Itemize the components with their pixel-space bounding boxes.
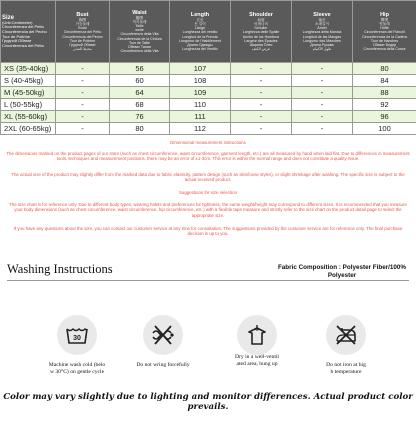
fabric-line-2: Polyester [327,272,357,279]
size-cell: L (50-55kg) [1,99,56,111]
header-length: Length 衣长 옷 길이 Länge Lunghezza del vestito Longitud de la Prenda Longueur de l'Habillement Длина Одежды Lunghezza del Vestito [170,1,231,63]
bust-cell: - [56,87,110,99]
divider [7,280,409,281]
table-row [1,123,416,135]
measurement-paragraph-1: The dimensions marked on the product pages of our store (such as chest circumference, waist circumference, garment length, etc.) are all measured by hand when laid flat. Due to differences in measurement tools, techniques and measurement positions, there may be an error of ±1-3cm. This error is within the normal range and does not constitute a quality issue. [6,151,410,162]
machine-wash-30-icon [57,315,97,355]
sleeve-cell: - [292,123,353,135]
table-row [1,111,416,123]
suggestion-paragraph-2: If you have any questions about the size, you can contact our customer service at any time for consultation. The suggestions provided by the customer service are for reference only. The final purchase decision is up to you. [13,226,403,237]
bust-cell: - [56,111,110,123]
sleeve-cell: - [292,87,353,99]
header-shoulder: Shoulder 肩宽 어깨너비 Schulter Larghezza delle Spalle Ancho de los Hombros Largeur des Epaules Ширина Плеч عرض الكتف [231,1,292,63]
hip-cell: 88 [353,87,416,99]
shoulder-cell: - [231,123,292,135]
length-cell: 109 [170,87,231,99]
size-chart-table [0,0,416,135]
svg-text:30: 30 [73,335,81,342]
size-cell: XL (55-60kg) [1,111,56,123]
header-waist: Waist 腰围 허리둘레 Taille weite Circonferenza della Vita Circunferencia de la Cintura Tour de Taille Обхват Талии Circonferenza della Vita [110,1,170,63]
wring-caption: Do not wring forcefully [136,362,190,368]
waist-cell: 68 [110,99,170,111]
length-cell: 107 [170,63,231,75]
waist-cell: 80 [110,123,170,135]
waist-cell: 60 [110,75,170,87]
table-row [1,63,416,75]
waist-cell: 64 [110,87,170,99]
shoulder-cell: - [231,75,292,87]
fabric-line-1: Fabric Composition : Polyester Fiber/100% [277,264,407,271]
sleeve-cell: - [292,75,353,87]
size-cell: M (45-50kg) [1,87,56,99]
header-size: Size (Unit:Centimeter) Circonferenza del Petto Circunferencia del Pecho Tour de Poitrine Грудной Обхват Circonferenza del Petto [1,1,56,63]
measurement-paragraph-2: The actual size of the product may slightly differ from the marked data due to fabric elasticity, pattern design (such as slim/loose styles), or slight shrinkage after washing. The specific size is subject to the actual received product. [11,172,405,183]
washing-title: Washing Instructions [7,262,113,276]
size-cell: S (40-45kg) [1,75,56,87]
header-hip: Hip 臀围 힙둘레 Hüfte Circonferenza dei Fianchi Circunferencia de la Cadera Tour de Hanches Обхват Бедер Circonferenza della Cosce [353,1,416,63]
length-cell: 110 [170,99,231,111]
do-not-iron-high-icon [326,315,366,355]
table-row [1,87,416,99]
wash-caption: Machine wash cold (belo w 30°C) on gentle cycle [48,362,106,375]
size-cell: XS (35-40kg) [1,63,56,75]
waist-cell: 56 [110,63,170,75]
header-sleeve: Sleeve 袖长 소매길이 Ärmel Lunghezza della Manica Longitud de las Mangas Longueur des Manches Длина Рукава طول الأكمام [292,1,353,63]
size-cell: 2XL (60-65kg) [1,123,56,135]
sleeve-cell: - [292,111,353,123]
iron-caption: Do not iron at hig h temperature [326,362,366,375]
hip-cell: 92 [353,99,416,111]
table-row [1,99,416,111]
bust-cell: - [56,123,110,135]
shoulder-cell: - [231,99,292,111]
sleeve-cell: - [292,63,353,75]
hip-cell: 84 [353,75,416,87]
bust-cell: - [56,63,110,75]
fabric-composition [268,264,416,280]
hip-cell: 96 [353,111,416,123]
length-cell: 112 [170,123,231,135]
sleeve-cell: - [292,99,353,111]
table-row [1,75,416,87]
bust-cell: - [56,99,110,111]
hip-cell: 80 [353,63,416,75]
header-bust: Bust 胸围 가슴둘레 Brust Circonferenza del Petto Circunferencia del Pecho Tour de Poitrine Грудной Обхват محيط الصدر [56,1,110,63]
line-dry-icon [237,315,277,355]
suggestion-paragraph-1: The size chart is for reference only. Due to different body types, wearing habits and preferences for tightness, the same weight/height may correspond to different sizes. It is recommended that you measure your body dimensions (such as chest circumference, waist circumference, hip circumference, etc.) with a flexible tape measure and strictly refer to the size chart on the product detail page to select the appropriate size. [9,202,407,218]
bust-cell: - [56,75,110,87]
shoulder-cell: - [231,63,292,75]
suggestion-title: Suggestions for size selection [178,190,238,195]
hip-cell: 100 [353,123,416,135]
size-chart-header-row [1,1,416,63]
measurement-title: Dimensional measurement instructions [170,140,246,145]
shoulder-cell: - [231,87,292,99]
length-cell: 111 [170,111,231,123]
shoulder-cell: - [231,111,292,123]
length-cell: 108 [170,75,231,87]
dry-caption: Dry in a well-ventil ated area, hung up [235,354,279,367]
color-disclaimer: Color may vary slightly due to lighting and monitor differences. Actual product color prevails. [3,392,413,412]
do-not-wring-icon [143,315,183,355]
waist-cell: 76 [110,111,170,123]
